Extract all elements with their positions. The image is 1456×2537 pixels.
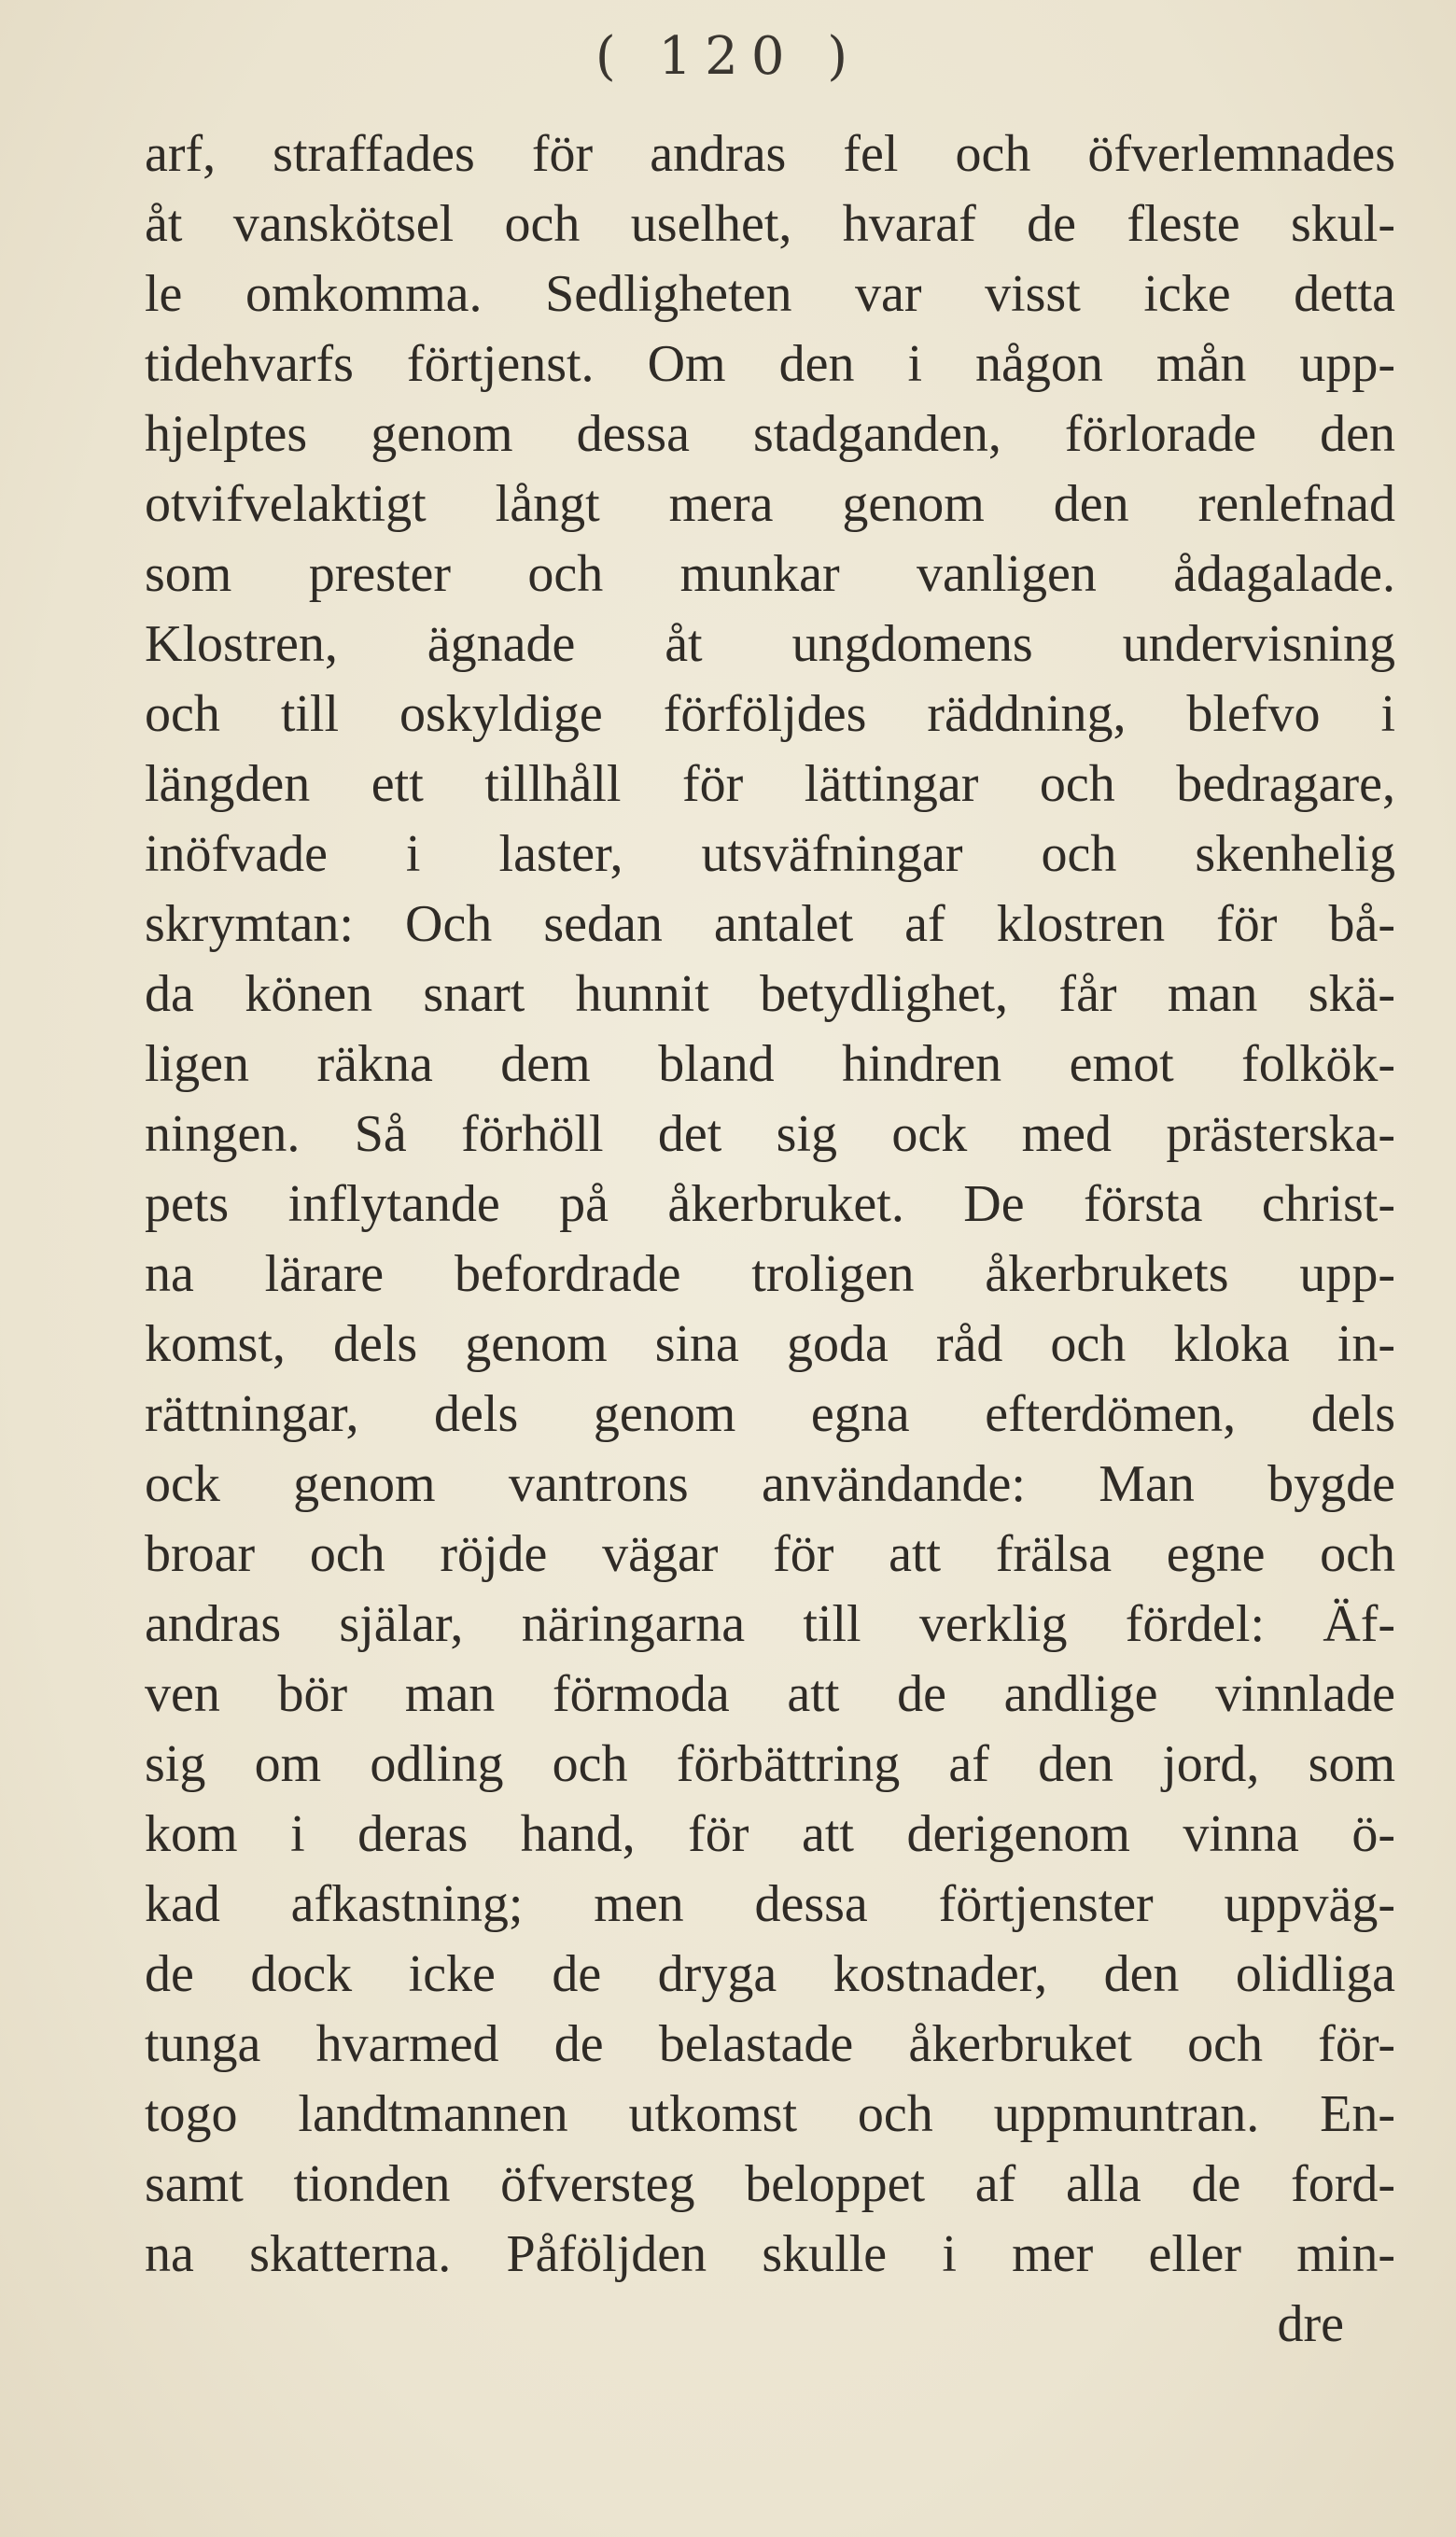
text-line: broar och röjde vägar för att frälsa egne och xyxy=(145,1525,1395,1583)
text-line: pets inflytande på åkerbruket. De första christ- xyxy=(145,1175,1395,1233)
text-line: na skatterna. Påföljden skulle i mer eller min- xyxy=(145,2225,1395,2283)
text-line: otvifvelaktigt långt mera genom den renlefnad xyxy=(145,475,1395,533)
page-number: ( 120 ) xyxy=(595,26,861,87)
text-line: komst, dels genom sina goda råd och kloka in- xyxy=(145,1315,1395,1373)
text-line: ningen. Så förhöll det sig ock med prästerska- xyxy=(145,1105,1395,1163)
text-line: ven bör man förmoda att de andlige vinnlade xyxy=(145,1665,1395,1723)
text-line: rättningar, dels genom egna efterdömen, dels xyxy=(145,1385,1395,1443)
text-line: de dock icke de dryga kostnader, den olidliga xyxy=(145,1945,1395,2003)
text-line: åt vanskötsel och uselhet, hvaraf de fleste skul- xyxy=(145,195,1395,253)
body-text xyxy=(145,119,1395,2360)
text-line: hjelptes genom dessa stadganden, förlorade den xyxy=(145,405,1395,463)
text-line: na lärare befordrade troligen åkerbrukets upp- xyxy=(145,1245,1395,1303)
text-line: inöfvade i laster, utsväfningar och skenhelig xyxy=(145,825,1395,883)
text-line: togo landtmannen utkomst och uppmuntran. En- xyxy=(145,2085,1395,2143)
text-line: som prester och munkar vanligen ådagalade. xyxy=(145,545,1395,603)
text-line: samt tionden öfversteg beloppet af alla de ford- xyxy=(145,2155,1395,2213)
text-line: och till oskyldige förföljdes räddning, blefvo i xyxy=(145,685,1395,743)
text-line: kad afkastning; men dessa förtjenster uppväg- xyxy=(145,1875,1395,1933)
text-line: sig om odling och förbättring af den jord, som xyxy=(145,1735,1395,1793)
text-line: da könen snart hunnit betydlighet, får man skä- xyxy=(145,965,1395,1023)
text-line: ligen räkna dem bland hindren emot folkök- xyxy=(145,1035,1395,1093)
text-line: andras själar, näringarna till verklig fördel: Äf- xyxy=(145,1595,1395,1653)
catchword: dre xyxy=(1277,2295,1344,2353)
text-line: längden ett tillhåll för lättingar och bedragare, xyxy=(145,755,1395,813)
text-line: arf, straffades för andras fel och öfverlemnades xyxy=(145,125,1395,183)
text-line: kom i deras hand, för att derigenom vinna ö- xyxy=(145,1805,1395,1863)
text-line: tidehvarfs förtjenst. Om den i någon mån upp- xyxy=(145,335,1395,393)
text-line: skrymtan: Och sedan antalet af klostren för bå- xyxy=(145,895,1395,953)
text-line: tunga hvarmed de belastade åkerbruket och för- xyxy=(145,2015,1395,2073)
text-line: Klostren, ägnade åt ungdomens undervisning xyxy=(145,615,1395,673)
text-line: le omkomma. Sedligheten var visst icke detta xyxy=(145,265,1395,323)
text-line: ock genom vantrons användande: Man bygde xyxy=(145,1455,1395,1513)
